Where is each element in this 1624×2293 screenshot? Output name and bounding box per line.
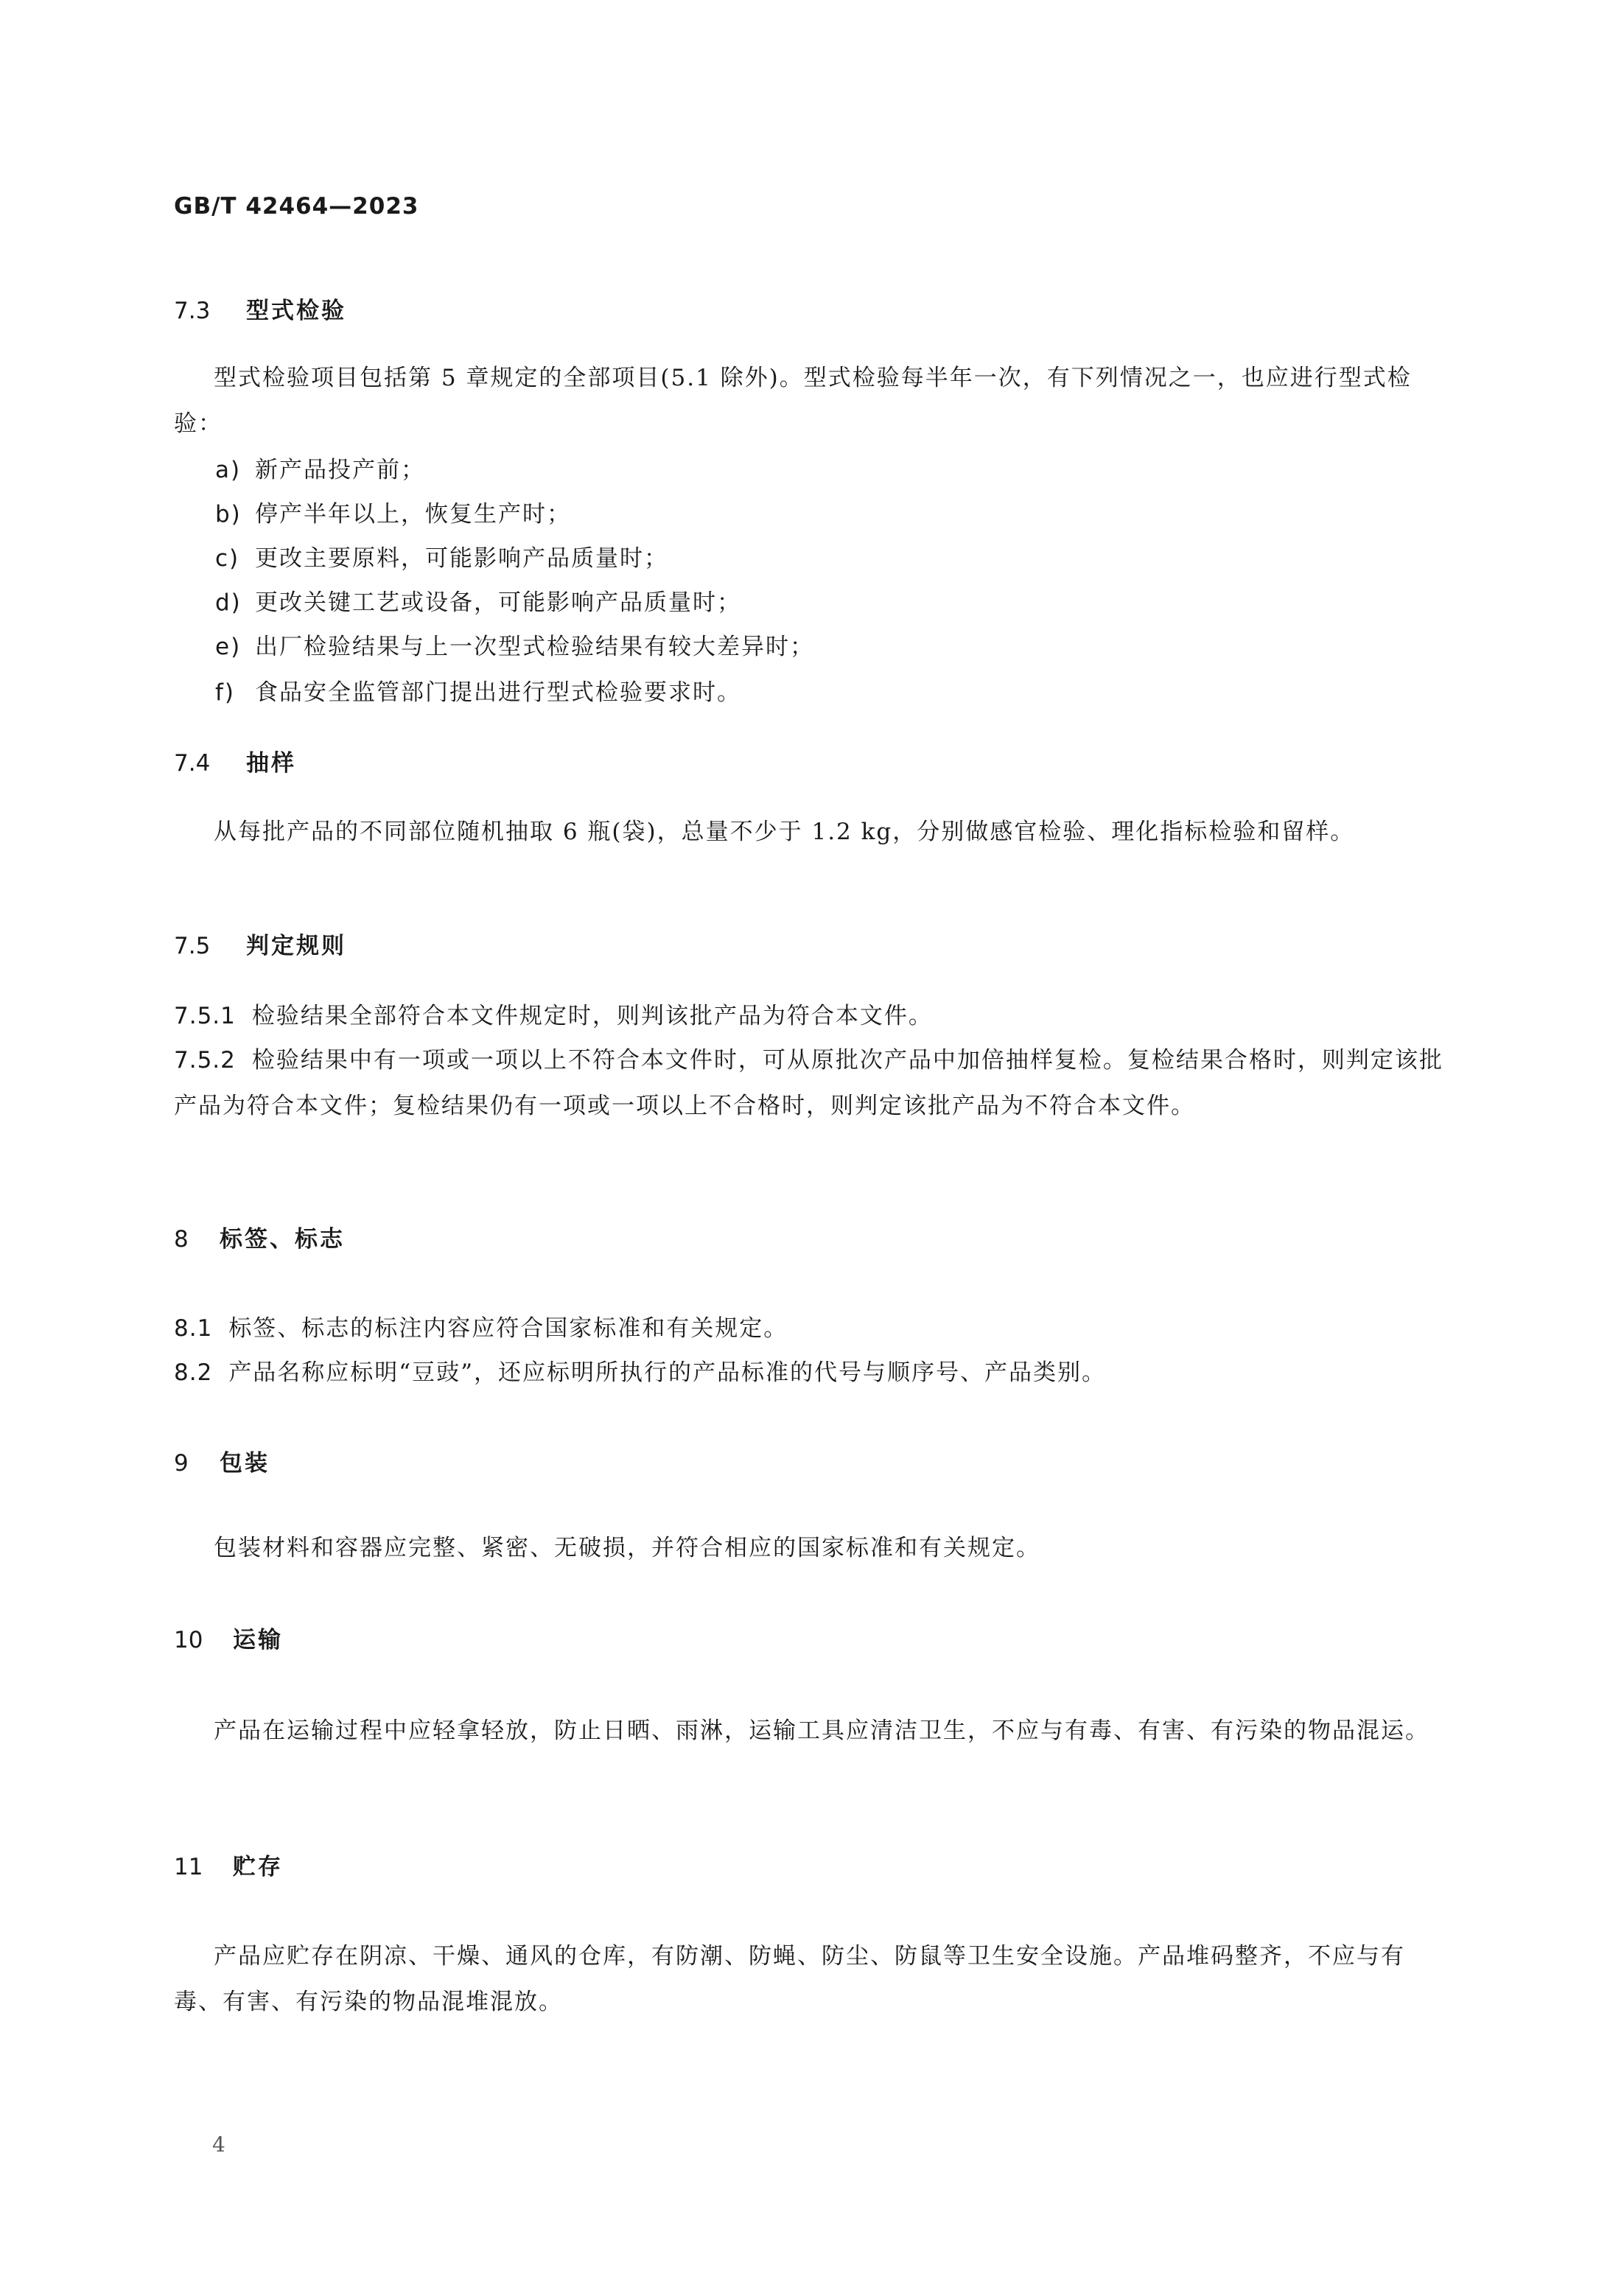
list-item-text: 出厂检验结果与上一次型式检验结果有较大差异时；: [255, 634, 814, 660]
section-7-4-heading: [174, 749, 296, 778]
list-item: [215, 588, 741, 617]
list-item-text: 更改主要原料，可能影响产品质量时；: [255, 545, 668, 572]
list-item-marker: c): [215, 545, 240, 572]
section-7-4-body: [174, 809, 1444, 855]
clause-number: 8.1: [174, 1315, 213, 1342]
section-number: 10: [174, 1627, 203, 1653]
section-number: 8: [174, 1226, 189, 1253]
section-title: 包装: [220, 1450, 270, 1477]
section-11-body: [174, 1933, 1444, 2025]
section-title: 贮存: [233, 1854, 283, 1880]
section-10-heading: [174, 1625, 283, 1655]
paragraph-text: 从每批产品的不同部位随机抽取 6 瓶(袋)，总量不少于 1.2 kg，分别做感官检验、理化指标检验和留样。: [214, 819, 1355, 845]
clause-7-5-1: [174, 993, 1444, 1039]
section-7-3-intro: [174, 355, 1444, 447]
list-item: [215, 632, 814, 662]
clause-number: 8.2: [174, 1359, 213, 1386]
page-number: 4: [212, 2132, 225, 2157]
section-11-heading: [174, 1852, 283, 1882]
section-title: 型式检验: [246, 298, 346, 324]
section-number: 11: [174, 1854, 203, 1880]
paragraph-text: 产品应贮存在阴凉、干燥、通风的仓库，有防潮、防蝇、防尘、防鼠等卫生安全设施。产品堆码整齐，不应与有毒、有害、有污染的物品混堆混放。: [174, 1943, 1405, 2015]
clause-7-5-2: [174, 1037, 1444, 1129]
section-number: 9: [174, 1450, 189, 1477]
clause-number: 7.5.1: [174, 1003, 236, 1029]
section-8-heading: [174, 1225, 345, 1254]
section-number: 7.3: [174, 298, 211, 324]
paragraph-text: 产品在运输过程中应轻拿轻放，防止日晒、雨淋，运输工具应清洁卫生，不应与有毒、有害、有污染的物品混运。: [214, 1718, 1429, 1744]
section-number: 7.4: [174, 750, 211, 777]
section-title: 抽样: [246, 750, 296, 777]
section-9-heading: [174, 1449, 270, 1478]
standard-code: GB/T 42464—2023: [174, 193, 419, 220]
paragraph-text: 型式检验项目包括第 5 章规定的全部项目(5.1 除外)。型式检验每半年一次，有下列情况之一，也应进行型式检验：: [174, 365, 1412, 437]
clause-text: 标签、标志的标注内容应符合国家标准和有关规定。: [228, 1315, 788, 1342]
list-item-marker: b): [215, 501, 242, 528]
list-item: [215, 500, 571, 529]
section-7-5-heading: [174, 931, 346, 961]
clause-8-2: [174, 1350, 1444, 1396]
clause-text: 检验结果中有一项或一项以上不符合本文件时，可从原批次产品中加倍抽样复检。复检结果合格时，则判定该批产品为符合本文件；复检结果仍有一项或一项以上不合格时，则判定该批产品为不符合本文件。: [174, 1047, 1443, 1119]
clause-number: 7.5.2: [174, 1047, 236, 1074]
section-10-body: [174, 1708, 1444, 1754]
section-9-body: [174, 1525, 1444, 1571]
list-item: [215, 544, 668, 573]
paragraph-text: 包装材料和容器应完整、紧密、无破损，并符合相应的国家标准和有关规定。: [214, 1535, 1040, 1561]
clause-text: 检验结果全部符合本文件规定时，则判该批产品为符合本文件。: [251, 1003, 933, 1029]
clause-8-1: [174, 1306, 1444, 1351]
standard-code-header: [174, 193, 419, 220]
list-item-marker: e): [215, 634, 242, 660]
list-item-marker: a): [215, 457, 242, 483]
list-item-text: 停产半年以上，恢复生产时；: [255, 501, 571, 528]
section-title: 运输: [233, 1627, 283, 1653]
clause-text: 产品名称应标明“豆豉”，还应标明所执行的产品标准的代号与顺序号、产品类别。: [228, 1359, 1107, 1386]
list-item-marker: d): [215, 589, 242, 616]
list-item-marker: f): [215, 679, 236, 706]
section-title: 标签、标志: [220, 1226, 345, 1253]
list-item-text: 更改关键工艺或设备，可能影响产品质量时；: [255, 589, 741, 616]
section-title: 判定规则: [246, 933, 346, 959]
list-item: [215, 455, 425, 485]
list-item-text: 食品安全监管部门提出进行型式检验要求时。: [255, 679, 741, 706]
list-item: [215, 678, 741, 707]
section-number: 7.5: [174, 933, 211, 959]
section-7-3-heading: [174, 296, 346, 326]
list-item-text: 新产品投产前；: [255, 457, 425, 483]
